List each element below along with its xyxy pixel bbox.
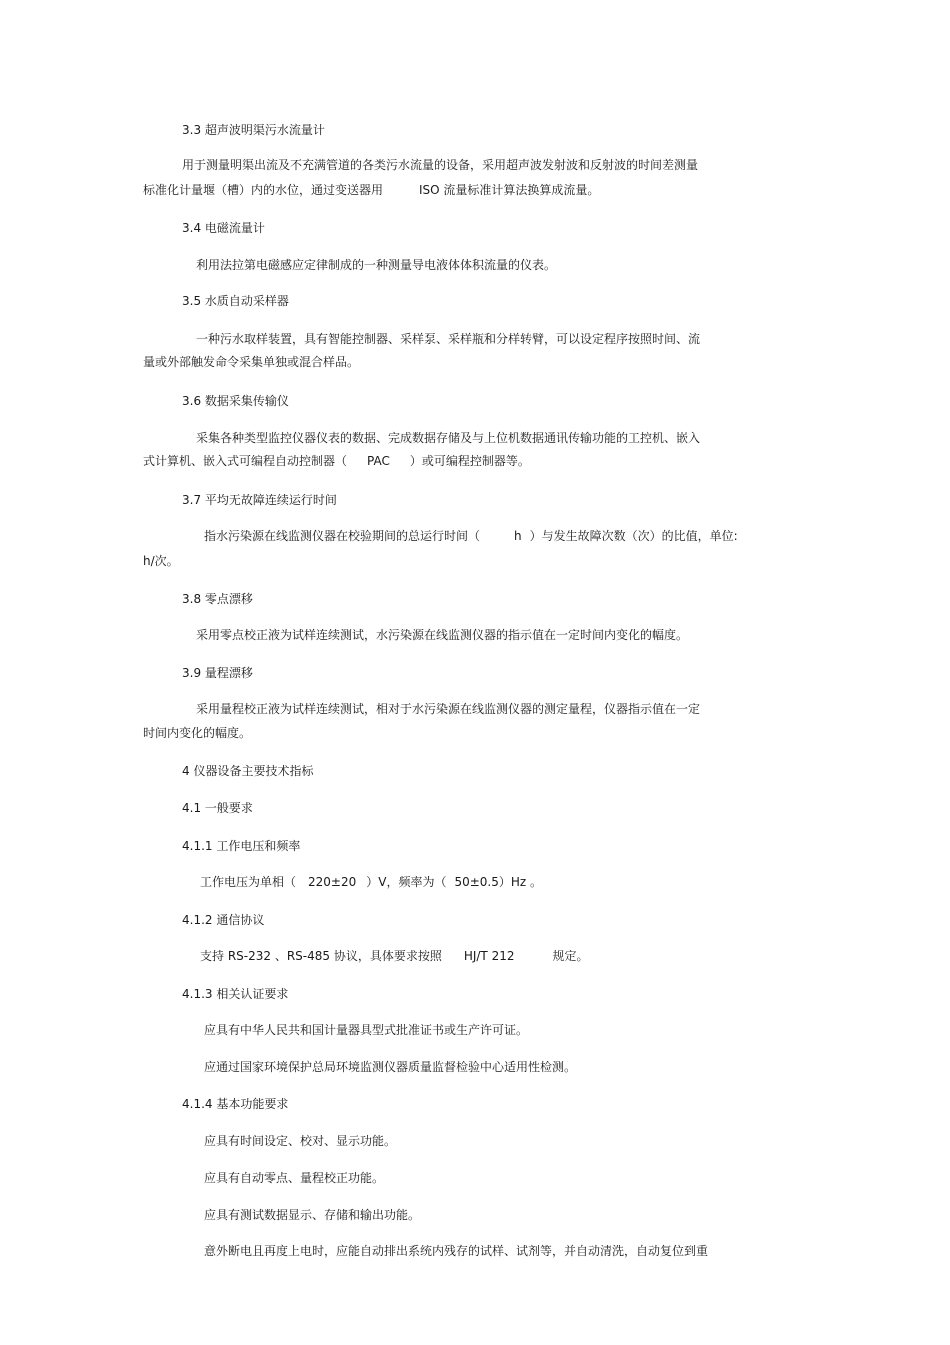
text-segment: ）或可编程控制器等。 [409, 454, 530, 468]
paragraph-3-5-line2: 量或外部触发命令采集单独或混合样品。 [143, 355, 360, 369]
section-heading-4-1: 4.1 一般要求 [182, 801, 253, 815]
text-segment: h [514, 529, 522, 543]
paragraph-3-3-line1: 用于测量明渠出流及不充满管道的各类污水流量的设备，采用超声波发射波和反射波的时间差测量 [182, 158, 699, 172]
paragraph-4-1-1 [200, 874, 542, 890]
text-segment: ISO 流量标准计算法换算成流量。 [419, 183, 600, 197]
paragraph-3-6-line2 [143, 453, 530, 469]
text-segment: 工作电压为单相（ [200, 875, 297, 889]
section-heading-3-4: 3.4 电磁流量计 [182, 221, 265, 235]
paragraph-3-5-line1: 一种污水取样装置，具有智能控制器、采样泵、采样瓶和分样转臂，可以设定程序按照时间、流 [196, 332, 701, 346]
text-segment: PAC [367, 454, 390, 468]
text-segment: HJ/T 212 [463, 949, 515, 963]
paragraph-4-1-4-a: 应具有时间设定、校对、显示功能。 [204, 1134, 397, 1148]
section-heading-3-7: 3.7 平均无故障连续运行时间 [182, 493, 337, 507]
paragraph-4-1-4-c: 应具有测试数据显示、存储和输出功能。 [204, 1208, 421, 1222]
text-segment: 50±0.5）Hz 。 [454, 875, 543, 889]
paragraph-3-8: 采用零点校正液为试样连续测试，水污染源在线监测仪器的指示值在一定时间内变化的幅度。 [196, 628, 689, 642]
text-segment: 支持 RS-232 、RS-485 协议，具体要求按照 [200, 949, 442, 963]
section-heading-3-3: 3.3 超声波明渠污水流量计 [182, 123, 325, 137]
paragraph-3-3-line2 [143, 182, 599, 198]
section-heading-4-1-4: 4.1.4 基本功能要求 [182, 1097, 289, 1111]
paragraph-3-9-line2: 时间内变化的幅度。 [143, 726, 252, 740]
paragraph-4-1-2 [200, 948, 589, 964]
section-heading-4: 4 仪器设备主要技术指标 [182, 764, 314, 778]
paragraph-4-1-4-d: 意外断电且再度上电时，应能自动排出系统内残存的试样、试剂等，并自动清洗，自动复位到重 [204, 1244, 709, 1258]
section-heading-3-6: 3.6 数据采集传输仪 [182, 394, 289, 408]
text-segment: ）V，频率为（ [366, 875, 447, 889]
paragraph-4-1-3-b: 应通过国家环境保护总局环境监测仪器质量监督检验中心适用性检测。 [204, 1060, 577, 1074]
section-heading-4-1-1: 4.1.1 工作电压和频率 [182, 839, 301, 853]
text-segment: ）与发生故障次数（次）的比值，单位: [529, 529, 738, 543]
paragraph-3-7-line1 [204, 528, 738, 544]
paragraph-3-9-line1: 采用量程校正液为试样连续测试，相对于水污染源在线监测仪器的测定量程，仪器指示值在一定 [196, 702, 701, 716]
text-segment: 标准化计量堰（槽）内的水位，通过变送器用 [143, 183, 384, 197]
paragraph-3-7-line2: h/次。 [143, 554, 179, 568]
text-segment: 指水污染源在线监测仪器在校验期间的总运行时间（ [204, 529, 481, 543]
paragraph-3-6-line1: 采集各种类型监控仪器仪表的数据、完成数据存储及与上位机数据通讯传输功能的工控机、嵌入 [196, 431, 701, 445]
section-heading-3-8: 3.8 零点漂移 [182, 592, 253, 606]
text-segment: 规定。 [552, 949, 589, 963]
text-segment: 220±20 [308, 875, 357, 889]
section-heading-3-5: 3.5 水质自动采样器 [182, 294, 289, 308]
section-heading-3-9: 3.9 量程漂移 [182, 666, 253, 680]
section-heading-4-1-3: 4.1.3 相关认证要求 [182, 987, 289, 1001]
text-segment: 式计算机、嵌入式可编程自动控制器（ [143, 454, 348, 468]
paragraph-4-1-4-b: 应具有自动零点、量程校正功能。 [204, 1171, 385, 1185]
section-heading-4-1-2: 4.1.2 通信协议 [182, 913, 265, 927]
paragraph-3-4: 利用法拉第电磁感应定律制成的一种测量导电液体体积流量的仪表。 [196, 258, 557, 272]
paragraph-4-1-3-a: 应具有中华人民共和国计量器具型式批准证书或生产许可证。 [204, 1023, 529, 1037]
